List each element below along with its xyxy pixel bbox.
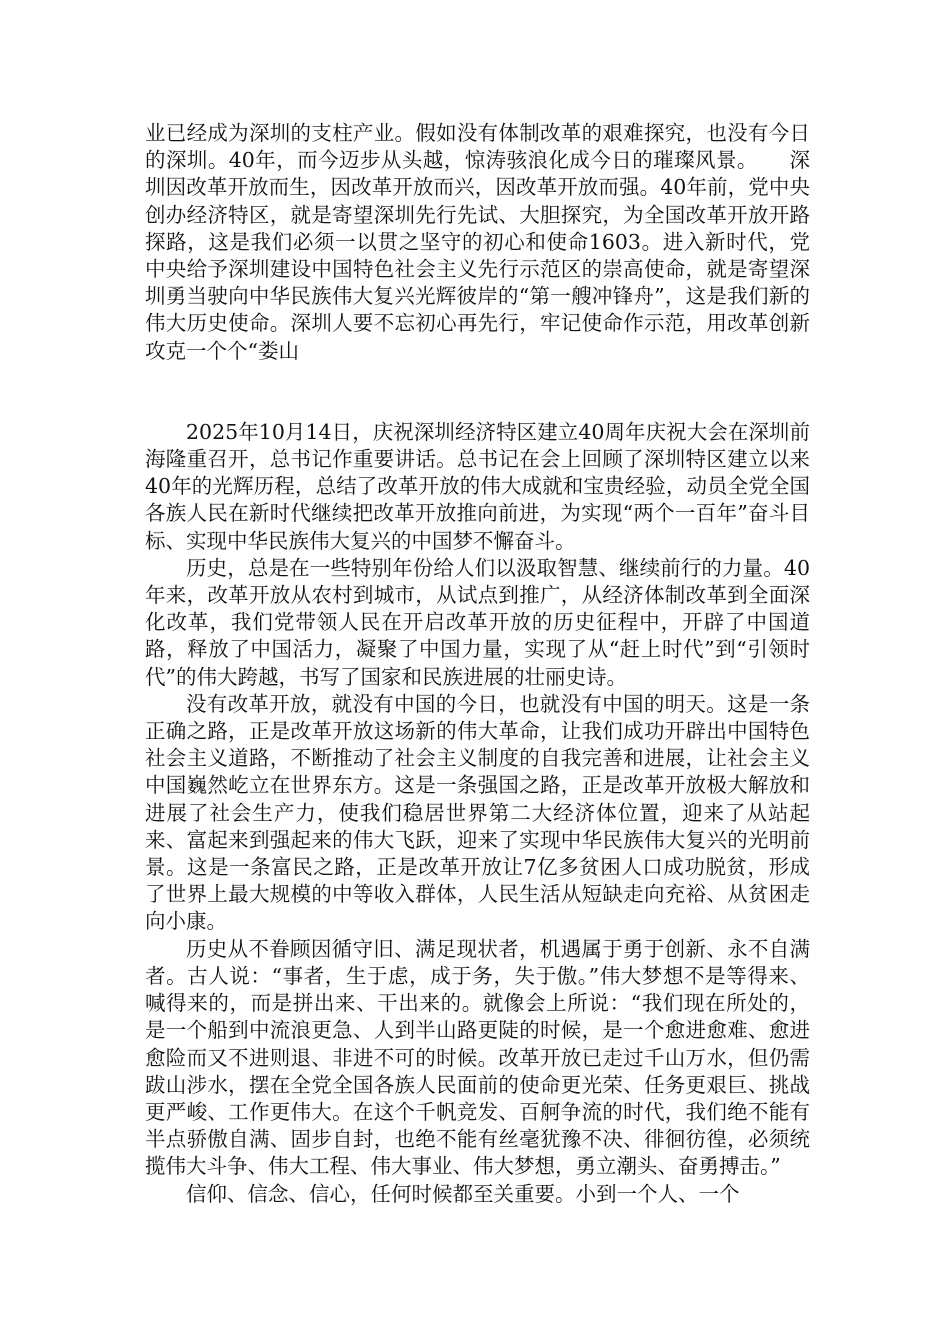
paragraph-4: 历史从不眷顾因循守旧、满足现状者，机遇属于勇于创新、永不自满者。古人说：“事者，生于虑，成于务，失于傲。”伟大梦想不是等得来、喊得来的，而是拼出来、干出来的。就像会上所说：“我们现在所处的，是一个船到中流浪更急、人到半山路更陡的时候，是一个愈进愈难、愈进愈险而又不进则退、非进不可的时候。改革开放已走过千山万水，但仍需跋山涉水，摆在全党全国各族人民面前的使命更光荣、任务更艰巨、挑战更严峻、工作更伟大。在这个千帆竞发、百舸争流的时代，我们绝不能有半点骄傲自满、固步自封，也绝不能有丝毫犹豫不决、徘徊彷徨，必须统揽伟大斗争、伟大工程、伟大事业、伟大梦想，勇立潮头、奋勇搏击。” xyxy=(145,936,810,1179)
continued-paragraph: 业已经成为深圳的支柱产业。假如没有体制改革的艰难探究，也没有今日的深圳。40年，而今迈步从头越，惊涛骇浪化成今日的璀璨风景。 深圳因改革开放而生，因改革开放而兴，因改革开放而强。40年前，党中央创办经济特区，就是寄望深圳先行先试、大胆探究，为全国改革开放开路探路，这是我们必须一以贯之坚守的初心和使命1603。进入新时代，党中央给予深圳建设中国特色社会主义先行示范区的崇高使命，就是寄望深圳勇当驶向中华民族伟大复兴光辉彼岸的“第一艘冲锋舟”，这是我们新的伟大历史使命。深圳人要不忘初心再先行，牢记使命作示范，用改革创新攻克一个个“娄山 xyxy=(145,121,810,363)
section-gap xyxy=(145,365,810,419)
document-page xyxy=(145,120,810,1208)
paragraph-5: 信仰、信念、信心，任何时候都至关重要。小到一个人、一个 xyxy=(186,1181,740,1206)
paragraph-1: 2025年10月14日，庆祝深圳经济特区建立40周年庆祝大会在深圳前海隆重召开，总书记作重要讲话。总书记在会上回顾了深圳特区建立以来40年的光辉历程，总结了改革开放的伟大成就和宝贵经验，动员全党全国各族人民在新时代继续把改革开放推向前进，为实现“两个一百年”奋斗目标、实现中华民族伟大复兴的中国梦不懈奋斗。 xyxy=(145,419,810,553)
paragraph-3: 没有改革开放，就没有中国的今日，也就没有中国的明天。这是一条正确之路，正是改革开放这场新的伟大革命，让我们成功开辟出中国特色社会主义道路，不断推动了社会主义制度的自我完善和进展，让社会主义中国巍然屹立在世界东方。这是一条强国之路，正是改革开放极大解放和进展了社会生产力，使我们稳居世界第二大经济体位置，迎来了从站起来、富起来到强起来的伟大飞跃，迎来了实现中华民族伟大复兴的光明前景。这是一条富民之路，正是改革开放让7亿多贫困人口成功脱贫，形成了世界上最大规模的中等收入群体，人民生活从短缺走向充裕、从贫困走向小康。 xyxy=(145,691,810,934)
paragraph-2: 历史，总是在一些特别年份给人们以汲取智慧、继续前行的力量。40年来，改革开放从农村到城市，从试点到推广，从经济体制改革到全面深化改革，我们党带领人民在开启改革开放的历史征程中，开辟了中国道路，释放了中国活力，凝聚了中国力量，实现了从“赶上时代”到“引领时代”的伟大跨越，书写了国家和民族进展的壮丽史诗。 xyxy=(145,555,810,689)
